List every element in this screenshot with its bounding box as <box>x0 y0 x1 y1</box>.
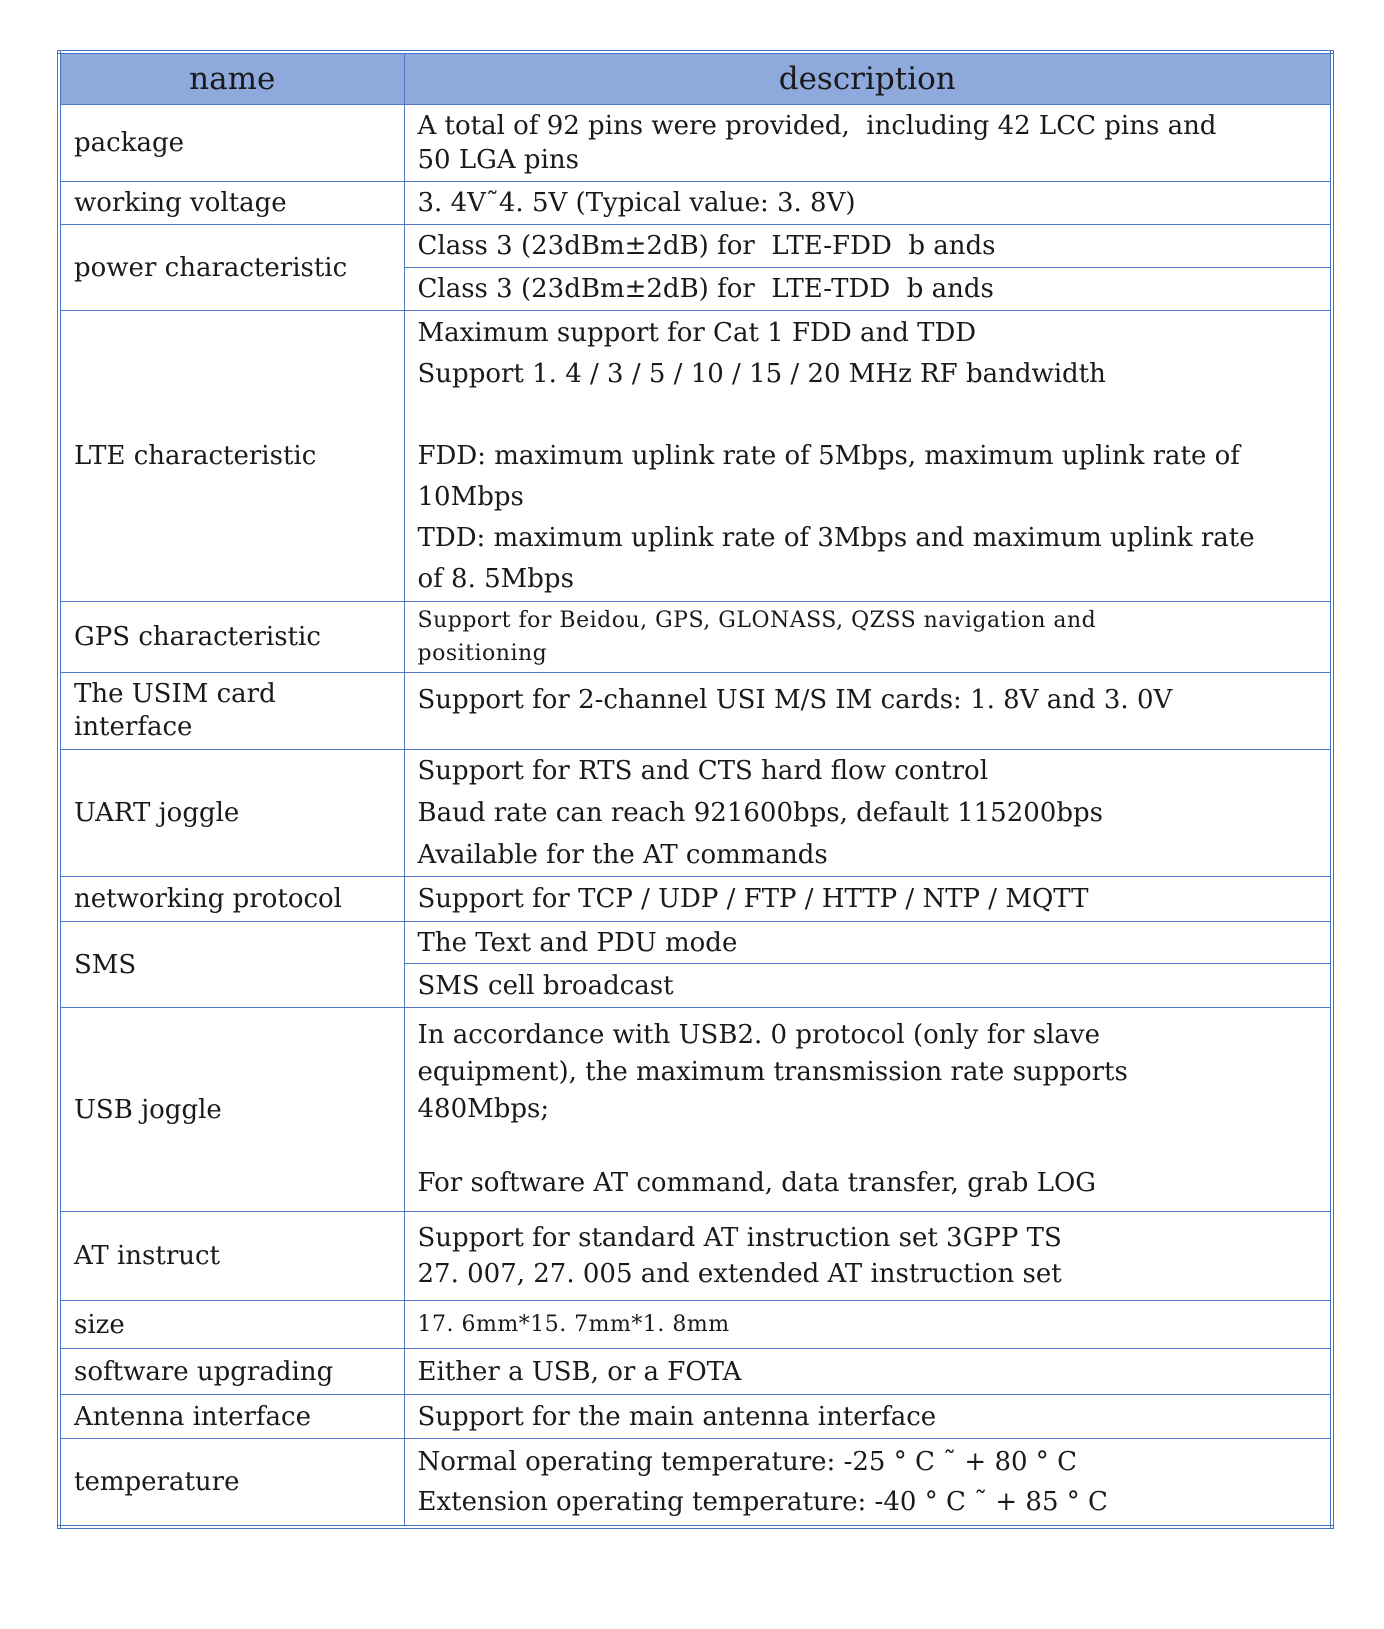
desc-cell-software-upgrading <box>404 1349 1332 1395</box>
desc-cell-uart-joggle <box>404 750 1332 877</box>
text-line: equipment), the maximum transmission rate supports <box>417 1057 1128 1087</box>
header-cell-name: name <box>59 52 404 105</box>
row-gps-characteristic <box>59 602 1332 673</box>
name-cell-package <box>59 105 404 182</box>
desc-cell-networking-protocol <box>404 877 1332 922</box>
name-cell-temperature <box>59 1439 404 1527</box>
text-line: 10Mbps <box>417 481 524 512</box>
row-label: AT instruct <box>74 1241 220 1271</box>
header-row <box>59 52 1332 105</box>
text-line: Maximum support for Cat 1 FDD and TDD <box>417 317 977 348</box>
name-cell-lte-characteristic <box>59 311 404 602</box>
text-line: Class 3 (23dBm±2dB) for LTE-TDD b ands <box>417 274 994 304</box>
desc-cell-sms-broadcast <box>404 964 1332 1008</box>
row-label: temperature <box>74 1466 240 1497</box>
text-line: Support for Beidou, GPS, GLONASS, QZSS navigation and <box>417 608 1097 633</box>
desc-cell-working-voltage <box>404 182 1332 225</box>
desc-cell-temperature <box>404 1439 1332 1527</box>
name-cell-uart-joggle <box>59 750 404 877</box>
row-label: package <box>74 128 184 158</box>
row-label: SMS <box>74 949 137 980</box>
text-line: of 8. 5Mbps <box>417 563 574 594</box>
text-line <box>418 1128 1321 1165</box>
row-size <box>59 1301 1332 1349</box>
row-label: GPS characteristic <box>74 622 321 652</box>
name-cell-at-instruct <box>59 1212 404 1301</box>
name-cell-sms <box>59 922 404 1008</box>
text-line: 17. 6mm*15. 7mm*1. 8mm <box>417 1312 730 1337</box>
text-line: In accordance with USB2. 0 protocol (only for slave <box>417 1020 1100 1050</box>
desc-cell-package <box>404 105 1332 182</box>
desc-cell-power-tdd <box>404 268 1332 311</box>
text-line: Support for 2-channel USI M/S IM cards: 1. 8V and 3. 0V <box>417 685 1173 715</box>
text-line: TDD: maximum uplink rate of 3Mbps and maximum uplink rate <box>417 522 1255 553</box>
text-line: 480Mbps; <box>417 1094 550 1124</box>
desc-cell-lte-characteristic <box>404 311 1332 602</box>
desc-cell-usim-card-interface <box>404 673 1332 750</box>
name-cell-usim-card-interface <box>59 673 404 750</box>
name-cell-networking-protocol <box>59 877 404 922</box>
text-line: Available for the AT commands <box>417 840 828 870</box>
text-line: Baud rate can reach 921600bps, default 115200bps <box>417 798 1103 828</box>
text-line: The Text and PDU mode <box>417 927 738 958</box>
row-usim-card-interface <box>59 673 1332 750</box>
desc-cell-gps-characteristic <box>404 602 1332 673</box>
text-line: Extension operating temperature: -40 ° C ˜ + 85 ° C <box>417 1486 1108 1517</box>
desc-cell-at-instruct <box>404 1212 1332 1301</box>
text-line: Support for standard AT instruction set 3GPP TS <box>417 1223 1062 1253</box>
row-label: Antenna interface <box>74 1401 312 1432</box>
text-line: For software AT command, data transfer, grab LOG <box>417 1168 1097 1198</box>
row-label: working voltage <box>74 188 287 218</box>
row-networking-protocol <box>59 877 1332 922</box>
row-temperature <box>59 1439 1332 1527</box>
name-cell-working-voltage <box>59 182 404 225</box>
text-line: Support for the main antenna interface <box>417 1401 937 1432</box>
text-line: positioning <box>417 641 548 666</box>
name-cell-antenna-interface <box>59 1395 404 1439</box>
row-at-instruct <box>59 1212 1332 1301</box>
text-line: Support for TCP / UDP / FTP / HTTP / NTP / MQTT <box>417 884 1089 914</box>
text-line: A total of 92 pins were provided, including 42 LCC pins and <box>417 111 1217 141</box>
row-uart-joggle <box>59 750 1332 877</box>
row-software-upgrading <box>59 1349 1332 1395</box>
module-spec-table <box>57 50 1334 1529</box>
row-power-characteristic-1 <box>59 225 1332 268</box>
text-line: 27. 007, 27. 005 and extended AT instruction set <box>417 1259 1062 1289</box>
header-cell-description: description <box>404 52 1332 105</box>
row-lte-characteristic <box>59 311 1332 602</box>
text-line: 50 LGA pins <box>417 145 579 175</box>
row-label: interface <box>74 712 193 742</box>
row-package <box>59 105 1332 182</box>
text-line <box>418 395 1321 436</box>
text-line: Support for RTS and CTS hard flow control <box>417 756 989 786</box>
name-cell-software-upgrading <box>59 1349 404 1395</box>
row-label: LTE characteristic <box>74 441 317 471</box>
row-label: USB joggle <box>74 1094 222 1125</box>
name-cell-power-characteristic <box>59 225 404 311</box>
text-line: Support 1. 4 / 3 / 5 / 10 / 15 / 20 MHz RF bandwidth <box>417 358 1106 389</box>
desc-cell-power-fdd <box>404 225 1332 268</box>
text-line: Class 3 (23dBm±2dB) for LTE-FDD b ands <box>417 231 996 261</box>
row-label: software upgrading <box>74 1356 334 1387</box>
row-label: size <box>74 1309 125 1340</box>
row-label: power characteristic <box>74 252 348 283</box>
row-label: UART joggle <box>74 798 240 828</box>
row-working-voltage <box>59 182 1332 225</box>
desc-cell-sms-mode <box>404 922 1332 964</box>
text-line: SMS cell broadcast <box>417 970 674 1001</box>
desc-cell-size <box>404 1301 1332 1349</box>
row-usb-joggle <box>59 1008 1332 1212</box>
text-line: FDD: maximum uplink rate of 5Mbps, maximum uplink rate of <box>417 440 1240 471</box>
row-sms-1 <box>59 922 1332 964</box>
text-line: Normal operating temperature: -25 ° C ˜ + 80 ° C <box>417 1446 1077 1477</box>
desc-cell-antenna-interface <box>404 1395 1332 1439</box>
name-cell-size <box>59 1301 404 1349</box>
row-label: networking protocol <box>74 884 342 914</box>
text-line: Either a USB, or a FOTA <box>417 1356 742 1387</box>
desc-cell-usb-joggle <box>404 1008 1332 1212</box>
row-antenna-interface <box>59 1395 1332 1439</box>
name-cell-gps-characteristic <box>59 602 404 673</box>
text-line: 3. 4V˜4. 5V (Typical value: 3. 8V) <box>417 188 856 218</box>
row-label: The USIM card <box>74 679 276 709</box>
name-cell-usb-joggle <box>59 1008 404 1212</box>
